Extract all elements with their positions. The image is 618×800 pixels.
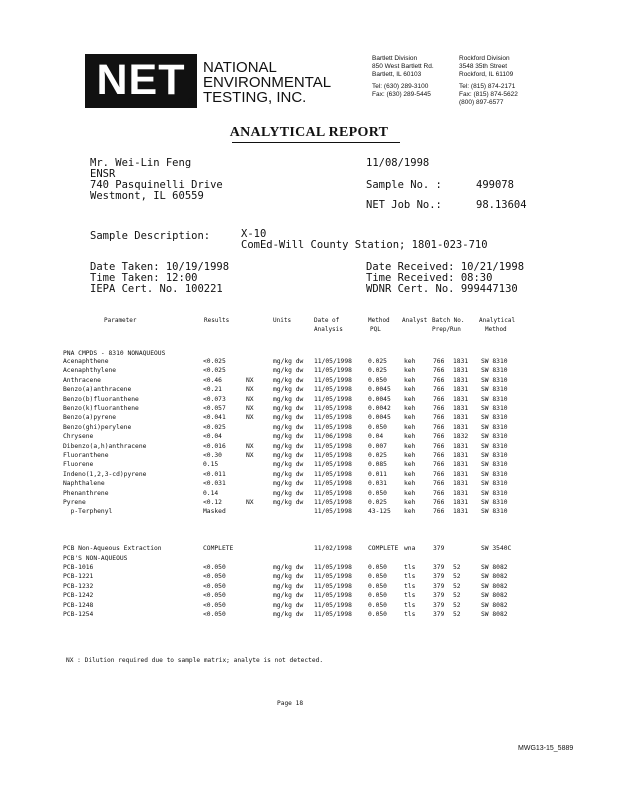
cell-analyst: tls bbox=[404, 582, 416, 590]
cell-pql: 0.0045 bbox=[368, 395, 391, 403]
cell-result: 0.15 bbox=[203, 461, 219, 469]
cell-parameter: PCB-1242 bbox=[63, 592, 94, 600]
cell-analyst: tls bbox=[404, 573, 416, 581]
cell-batch-prep: 379 bbox=[433, 573, 445, 581]
job-no-value: 98.13604 bbox=[476, 199, 527, 211]
cell-units: mg/kg dw bbox=[273, 395, 304, 403]
header-method: Method bbox=[368, 317, 390, 324]
cell-result: <0.073 bbox=[203, 395, 226, 403]
cell-analyst: tls bbox=[404, 611, 416, 618]
sample-no-value: 499078 bbox=[476, 179, 514, 191]
cell-analyst: keh bbox=[404, 433, 416, 441]
office-address2: Rockford, IL 61109 bbox=[459, 71, 514, 78]
cell-method: SW 8082 bbox=[481, 573, 508, 581]
cell-method: SW 8310 bbox=[481, 405, 508, 412]
time-taken: Time Taken: 12:00 bbox=[90, 272, 198, 284]
cell-pql: 0.025 bbox=[368, 358, 387, 365]
footnote: NX : Dilution required due to sample matrix; analyte is not detected. bbox=[66, 657, 324, 664]
cell-batch-prep: 766 bbox=[433, 442, 445, 450]
cell-pql: 0.025 bbox=[368, 499, 387, 506]
cell-flag: NX bbox=[246, 376, 254, 384]
cell-batch-run: 1831 bbox=[453, 508, 469, 516]
cell-method: SW 8310 bbox=[481, 358, 508, 365]
cell-date: 11/06/1998 bbox=[314, 433, 352, 441]
cell-date: 11/02/1998 bbox=[314, 545, 352, 552]
office-address1: 850 West Bartlett Rd. bbox=[372, 63, 434, 70]
office-phone-extra: (800) 897-6577 bbox=[459, 99, 504, 106]
cell-batch-run: 1831 bbox=[453, 470, 469, 478]
cell-result: <0.12 bbox=[203, 499, 222, 506]
cell-batch-prep: 766 bbox=[433, 405, 445, 412]
cell-analyst: keh bbox=[404, 442, 416, 450]
office-bartlett bbox=[372, 55, 434, 99]
wdnr-cert: WDNR Cert. No. 999447130 bbox=[366, 283, 518, 295]
cell-batch-run: 1831 bbox=[453, 499, 469, 506]
header-units: Units bbox=[273, 317, 292, 324]
cell-batch-run: 1831 bbox=[453, 367, 469, 375]
cell-analyst: keh bbox=[404, 405, 416, 412]
report-title: ANALYTICAL REPORT bbox=[229, 125, 389, 140]
cell-pql: 0.050 bbox=[368, 582, 387, 590]
date-taken: Date Taken: 10/19/1998 bbox=[90, 261, 230, 273]
cell-method: SW 8082 bbox=[481, 611, 508, 618]
cell-batch-run: 1831 bbox=[453, 461, 469, 469]
cell-pql: 0.0045 bbox=[368, 414, 391, 422]
cell-result: <0.04 bbox=[203, 433, 222, 441]
cell-batch-run: 1831 bbox=[453, 442, 469, 450]
cell-result: <0.025 bbox=[203, 423, 226, 431]
cell-analyst: keh bbox=[404, 395, 416, 403]
cell-method: SW 8310 bbox=[481, 452, 508, 459]
cell-analyst: keh bbox=[404, 423, 416, 431]
cell-batch-run: 52 bbox=[453, 573, 461, 581]
cell-parameter: Benzo(k)fluoranthene bbox=[63, 405, 139, 412]
cell-parameter: Acenaphthene bbox=[63, 358, 109, 365]
cell-pql: 0.04 bbox=[368, 433, 384, 441]
cell-parameter: PCB-1232 bbox=[63, 582, 94, 590]
office-name: Bartlett Division bbox=[372, 55, 418, 62]
cell-flag: NX bbox=[246, 452, 254, 459]
cell-date: 11/05/1998 bbox=[314, 499, 352, 506]
cell-units: mg/kg dw bbox=[273, 442, 304, 450]
cell-batch-run: 1831 bbox=[453, 358, 469, 365]
cell-batch-run: 1831 bbox=[453, 414, 469, 422]
cell-parameter: Indeno(1,2,3-cd)pyrene bbox=[63, 470, 147, 478]
cell-analyst: keh bbox=[404, 499, 416, 506]
cell-parameter: PCB-1254 bbox=[63, 611, 94, 618]
cell-batch-run: 1832 bbox=[453, 433, 469, 441]
cell-parameter: Phenanthrene bbox=[63, 489, 109, 497]
cell-result: COMPLETE bbox=[203, 545, 234, 552]
cell-parameter: Fluoranthene bbox=[63, 452, 109, 459]
cell-units: mg/kg dw bbox=[273, 470, 304, 478]
cell-analyst: keh bbox=[404, 508, 416, 516]
cell-parameter: Benzo(a)anthracene bbox=[63, 386, 132, 394]
cell-date: 11/05/1998 bbox=[314, 358, 352, 365]
sample-no-label: Sample No. : bbox=[366, 179, 442, 191]
header-date-of: Date of bbox=[314, 317, 340, 324]
cell-batch-run: 1831 bbox=[453, 386, 469, 394]
cell-batch-prep: 379 bbox=[433, 592, 445, 600]
cell-batch-prep: 766 bbox=[433, 470, 445, 478]
header-analytical: Analytical bbox=[479, 317, 516, 324]
cell-batch-run: 52 bbox=[453, 582, 461, 590]
cell-batch-run: 1831 bbox=[453, 452, 469, 459]
cell-date: 11/05/1998 bbox=[314, 376, 352, 384]
section-title-pcb: PCB'S NON-AQUEOUS bbox=[63, 555, 128, 562]
cell-result: <0.050 bbox=[203, 592, 226, 600]
cell-units: mg/kg dw bbox=[273, 386, 304, 394]
cell-analyst: keh bbox=[404, 367, 416, 375]
cell-batch-prep: 766 bbox=[433, 480, 445, 488]
cell-result: 0.14 bbox=[203, 489, 219, 497]
cell-pql: 0.085 bbox=[368, 461, 387, 469]
client-company: ENSR bbox=[90, 168, 116, 180]
cell-result: <0.050 bbox=[203, 564, 226, 571]
office-tel: Tel: (630) 289-3100 bbox=[372, 83, 429, 90]
cell-units: mg/kg dw bbox=[273, 367, 304, 375]
cell-date: 11/05/1998 bbox=[314, 470, 352, 478]
cell-date: 11/05/1998 bbox=[314, 452, 352, 459]
cell-result: <0.050 bbox=[203, 601, 226, 609]
cell-method: SW 8310 bbox=[481, 470, 508, 478]
cell-batch-run: 1831 bbox=[453, 423, 469, 431]
cell-units: mg/kg dw bbox=[273, 601, 304, 609]
document-id: MWG13-15_5889 bbox=[518, 745, 574, 752]
cell-units: mg/kg dw bbox=[273, 423, 304, 431]
cell-date: 11/05/1998 bbox=[314, 489, 352, 497]
cell-date: 11/05/1998 bbox=[314, 611, 352, 618]
cell-units: mg/kg dw bbox=[273, 611, 304, 618]
title-underline bbox=[232, 142, 400, 143]
cell-flag: NX bbox=[246, 414, 254, 422]
sample-description-line-1: X-10 bbox=[241, 228, 267, 240]
cell-parameter: Benzo(b)fluoranthene bbox=[63, 395, 139, 403]
cell-result: <0.30 bbox=[203, 452, 222, 459]
cell-batch-prep: 766 bbox=[433, 461, 445, 469]
company-name-line-1: NATIONAL bbox=[203, 59, 277, 76]
cell-analyst: keh bbox=[404, 414, 416, 422]
cell-parameter: Fluorene bbox=[63, 461, 94, 469]
cell-method: SW 8082 bbox=[481, 601, 508, 609]
cell-batch-prep: 766 bbox=[433, 499, 445, 506]
cell-analyst: keh bbox=[404, 489, 416, 497]
cell-method: SW 8310 bbox=[481, 442, 508, 450]
office-tel: Tel: (815) 874-2171 bbox=[459, 83, 516, 90]
registered-mark: ® bbox=[188, 96, 195, 106]
cell-batch-prep: 379 bbox=[433, 545, 445, 552]
cell-batch-prep: 766 bbox=[433, 489, 445, 497]
cell-units: mg/kg dw bbox=[273, 592, 304, 600]
cell-units: mg/kg dw bbox=[273, 405, 304, 412]
office-name: Rockford Division bbox=[459, 55, 510, 62]
cell-batch-prep: 766 bbox=[433, 414, 445, 422]
cell-parameter: Pyrene bbox=[63, 499, 86, 506]
cell-analyst: wna bbox=[404, 545, 416, 552]
cell-date: 11/05/1998 bbox=[314, 423, 352, 431]
cell-flag: NX bbox=[246, 395, 254, 403]
cell-flag: NX bbox=[246, 442, 254, 450]
client-address1: 740 Pasquinelli Drive bbox=[90, 179, 223, 191]
cell-method: SW 8082 bbox=[481, 582, 508, 590]
page-number: Page 18 bbox=[277, 700, 304, 707]
cell-date: 11/05/1998 bbox=[314, 386, 352, 394]
client-address2: Westmont, IL 60559 bbox=[90, 190, 204, 202]
cell-date: 11/05/1998 bbox=[314, 414, 352, 422]
cell-parameter: Benzo(ghi)perylene bbox=[63, 423, 132, 431]
cell-date: 11/05/1998 bbox=[314, 508, 352, 516]
cell-units: mg/kg dw bbox=[273, 480, 304, 488]
cell-pql: COMPLETE bbox=[368, 545, 399, 552]
office-address1: 3548 35th Street bbox=[459, 63, 508, 70]
cell-pql: 0.050 bbox=[368, 489, 387, 497]
cell-batch-run: 52 bbox=[453, 611, 461, 618]
cell-batch-prep: 379 bbox=[433, 611, 445, 618]
cell-units: mg/kg dw bbox=[273, 433, 304, 441]
time-received: Time Received: 08:30 bbox=[366, 272, 493, 284]
cell-pql: 0.0042 bbox=[368, 405, 391, 412]
office-address2: Bartlett, IL 60103 bbox=[372, 71, 422, 78]
cell-units: mg/kg dw bbox=[273, 461, 304, 469]
header-batch-no: Batch No. bbox=[432, 317, 465, 324]
header-prep-run: Prep/Run bbox=[432, 326, 461, 333]
cell-units: mg/kg dw bbox=[273, 414, 304, 422]
cell-batch-prep: 766 bbox=[433, 358, 445, 365]
cell-result: <0.025 bbox=[203, 358, 226, 365]
cell-result: <0.031 bbox=[203, 480, 226, 488]
cell-batch-prep: 379 bbox=[433, 601, 445, 609]
cell-parameter: Naphthalene bbox=[63, 480, 105, 488]
cell-parameter: p-Terphenyl bbox=[63, 508, 113, 516]
cell-batch-run: 1831 bbox=[453, 489, 469, 497]
cell-batch-prep: 379 bbox=[433, 564, 445, 571]
cell-analyst: keh bbox=[404, 376, 416, 384]
cell-method: SW 8310 bbox=[481, 414, 508, 422]
cell-batch-prep: 766 bbox=[433, 376, 445, 384]
section-title-pna: PNA CMPDS - 8310 NONAQUEOUS bbox=[63, 350, 166, 357]
cell-method: SW 8082 bbox=[481, 564, 508, 571]
cell-pql: 0.050 bbox=[368, 564, 387, 571]
header-analysis: Analysis bbox=[314, 326, 343, 333]
cell-parameter: Benzo(a)pyrene bbox=[63, 414, 117, 422]
header-analyst: Analyst bbox=[402, 317, 428, 324]
cell-result: <0.050 bbox=[203, 611, 226, 618]
cell-batch-run: 52 bbox=[453, 564, 461, 571]
cell-batch-run: 52 bbox=[453, 592, 461, 600]
logo-text: NET bbox=[96, 56, 186, 104]
office-fax: Fax: (815) 874-5622 bbox=[459, 91, 518, 98]
cell-date: 11/05/1998 bbox=[314, 461, 352, 469]
cell-flag: NX bbox=[246, 405, 254, 412]
cell-method: SW 8310 bbox=[481, 376, 508, 384]
cell-method: SW 8310 bbox=[481, 423, 508, 431]
cell-batch-run: 1831 bbox=[453, 395, 469, 403]
cell-date: 11/05/1998 bbox=[314, 573, 352, 581]
cell-method: SW 8310 bbox=[481, 395, 508, 403]
cell-batch-run: 1831 bbox=[453, 480, 469, 488]
cell-batch-prep: 766 bbox=[433, 395, 445, 403]
cell-units: mg/kg dw bbox=[273, 452, 304, 459]
cell-pql: 0.025 bbox=[368, 367, 387, 375]
cell-units: mg/kg dw bbox=[273, 573, 304, 581]
cell-result: <0.050 bbox=[203, 582, 226, 590]
date-received: Date Received: 10/21/1998 bbox=[366, 261, 525, 273]
cell-date: 11/05/1998 bbox=[314, 442, 352, 450]
office-rockford bbox=[459, 55, 518, 107]
cell-pql: 0.050 bbox=[368, 611, 387, 618]
cell-parameter: Chrysene bbox=[63, 433, 94, 441]
cell-date: 11/05/1998 bbox=[314, 480, 352, 488]
iepa-cert: IEPA Cert. No. 100221 bbox=[90, 283, 223, 295]
cell-date: 11/05/1998 bbox=[314, 582, 352, 590]
cell-pql: 0.025 bbox=[368, 452, 387, 459]
cell-pql: 43-125 bbox=[368, 508, 391, 516]
cell-units: mg/kg dw bbox=[273, 376, 304, 384]
client-name: Mr. Wei-Lin Feng bbox=[90, 157, 192, 169]
cell-analyst: keh bbox=[404, 386, 416, 394]
cell-parameter: PCB-1221 bbox=[63, 573, 94, 581]
cell-analyst: keh bbox=[404, 358, 416, 365]
cell-pql: 0.050 bbox=[368, 592, 387, 600]
cell-method: SW 3540C bbox=[481, 545, 512, 552]
cell-result: <0.011 bbox=[203, 470, 226, 478]
cell-pql: 0.050 bbox=[368, 573, 387, 581]
sample-description-label: Sample Description: bbox=[90, 230, 211, 242]
cell-method: SW 8310 bbox=[481, 508, 508, 516]
cell-units: mg/kg dw bbox=[273, 582, 304, 590]
cell-batch-run: 1831 bbox=[453, 376, 469, 384]
cell-result: <0.46 bbox=[203, 376, 222, 384]
cell-date: 11/05/1998 bbox=[314, 405, 352, 412]
cell-units: mg/kg dw bbox=[273, 564, 304, 571]
cell-result: <0.041 bbox=[203, 414, 226, 422]
cell-parameter: PCB-1248 bbox=[63, 601, 94, 609]
cell-batch-run: 1831 bbox=[453, 405, 469, 412]
company-name-line-3: TESTING, INC. bbox=[203, 89, 307, 106]
cell-batch-prep: 766 bbox=[433, 508, 445, 516]
cell-pql: 0.031 bbox=[368, 480, 387, 488]
cell-analyst: keh bbox=[404, 480, 416, 488]
company-name-line-2: ENVIRONMENTAL bbox=[203, 74, 332, 91]
net-logo bbox=[85, 54, 197, 108]
cell-method: SW 8310 bbox=[481, 499, 508, 506]
cell-analyst: keh bbox=[404, 452, 416, 459]
cell-method: SW 8310 bbox=[481, 489, 508, 497]
cell-date: 11/05/1998 bbox=[314, 395, 352, 403]
cell-batch-prep: 766 bbox=[433, 433, 445, 441]
cell-parameter: Acenaphthylene bbox=[63, 367, 117, 375]
cell-parameter: PCB-1016 bbox=[63, 564, 94, 571]
cell-result: <0.050 bbox=[203, 573, 226, 581]
cell-pql: 0.011 bbox=[368, 470, 387, 478]
report-date: 11/08/1998 bbox=[366, 157, 430, 169]
cell-date: 11/05/1998 bbox=[314, 601, 352, 609]
cell-pql: 0.050 bbox=[368, 423, 387, 431]
cell-batch-prep: 766 bbox=[433, 423, 445, 431]
cell-parameter: Anthracene bbox=[63, 376, 101, 384]
cell-units: mg/kg dw bbox=[273, 358, 304, 365]
cell-result: Masked bbox=[203, 508, 226, 516]
cell-batch-prep: 766 bbox=[433, 386, 445, 394]
cell-units: mg/kg dw bbox=[273, 499, 304, 506]
cell-pql: 0.007 bbox=[368, 442, 387, 450]
cell-method: SW 8310 bbox=[481, 433, 508, 441]
cell-date: 11/05/1998 bbox=[314, 564, 352, 571]
cell-pql: 0.050 bbox=[368, 376, 387, 384]
cell-parameter: PCB Non-Aqueous Extraction bbox=[63, 545, 162, 552]
cell-method: SW 8310 bbox=[481, 386, 508, 394]
cell-units: mg/kg dw bbox=[273, 489, 304, 497]
header-results: Results bbox=[204, 317, 230, 324]
cell-result: <0.016 bbox=[203, 442, 226, 450]
header-analytical-method: Method bbox=[485, 326, 507, 333]
cell-parameter: Dibenzo(a,h)anthracene bbox=[63, 442, 147, 450]
cell-pql: 0.0045 bbox=[368, 386, 391, 394]
cell-analyst: keh bbox=[404, 461, 416, 469]
cell-date: 11/05/1998 bbox=[314, 367, 352, 375]
cell-flag: NX bbox=[246, 386, 254, 394]
sample-description-line-2: ComEd-Will County Station; 1801-023-710 bbox=[241, 239, 488, 251]
cell-batch-run: 52 bbox=[453, 601, 461, 609]
cell-pql: 0.050 bbox=[368, 601, 387, 609]
cell-method: SW 8082 bbox=[481, 592, 508, 600]
cell-method: SW 8310 bbox=[481, 461, 508, 469]
cell-flag: NX bbox=[246, 499, 254, 506]
cell-date: 11/05/1998 bbox=[314, 592, 352, 600]
cell-batch-prep: 766 bbox=[433, 367, 445, 375]
job-no-label: NET Job No.: bbox=[366, 199, 442, 211]
cell-result: <0.21 bbox=[203, 386, 222, 394]
header-parameter: Parameter bbox=[104, 317, 137, 324]
cell-result: <0.057 bbox=[203, 405, 226, 412]
cell-method: SW 8310 bbox=[481, 480, 508, 488]
cell-batch-prep: 379 bbox=[433, 582, 445, 590]
header-pql: PQL bbox=[370, 326, 381, 333]
cell-analyst: keh bbox=[404, 470, 416, 478]
cell-analyst: tls bbox=[404, 601, 416, 609]
cell-batch-prep: 766 bbox=[433, 452, 445, 459]
cell-method: SW 8310 bbox=[481, 367, 508, 375]
cell-analyst: tls bbox=[404, 564, 416, 571]
cell-analyst: tls bbox=[404, 592, 416, 600]
cell-result: <0.025 bbox=[203, 367, 226, 375]
office-fax: Fax: (630) 289-5445 bbox=[372, 91, 431, 98]
